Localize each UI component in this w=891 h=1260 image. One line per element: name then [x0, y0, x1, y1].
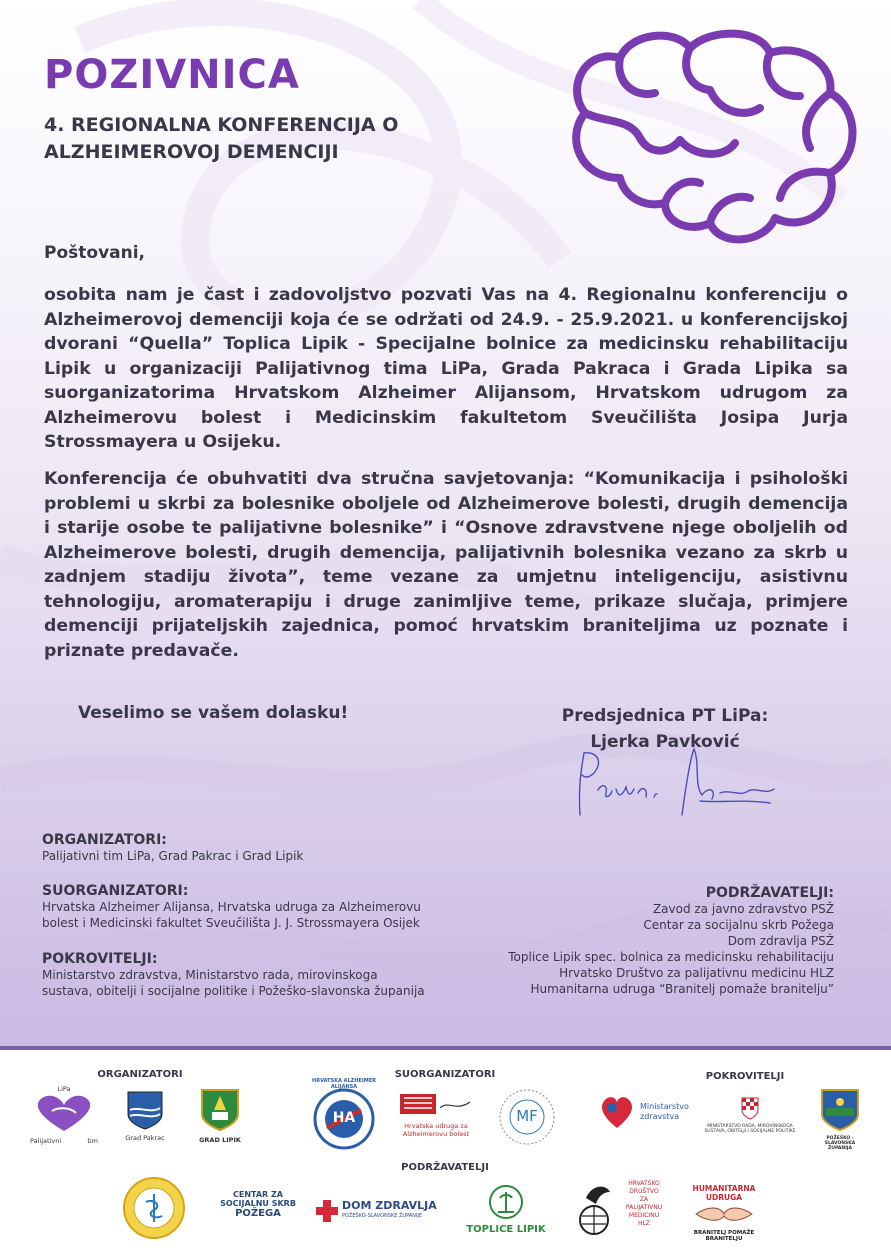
co-organizers-title: SUORGANIZATORI:	[42, 883, 189, 899]
hualb-caption-1: Hrvatska udruga za	[404, 1122, 468, 1130]
ministry-labour-caption-2: SUSTAVA, OBITELJI I SOCIJALNE POLITIKE	[704, 1129, 796, 1134]
toplice-caption: TOPLICE LIPIK	[466, 1224, 546, 1235]
patrons-block	[42, 951, 472, 999]
toplice-lipik-logo	[464, 1184, 548, 1240]
co-organizers-line-2: bolest i Medicinski fakultet Sveučilišta J. J. Strossmayera Osijek	[42, 916, 420, 930]
croatian-coat-of-arms-icon	[698, 1096, 802, 1120]
hdpm-caption-2: DRUŠTVO	[629, 1188, 659, 1195]
county-logo	[818, 1088, 862, 1152]
supporters-title: PODRŽAVATELJI:	[705, 885, 834, 901]
heart-hands-icon	[30, 1093, 98, 1133]
organizers-text: Palijativni tim LiPa, Grad Pakrac i Grad Lipik	[42, 849, 304, 863]
brain-icon	[560, 28, 865, 250]
dove-globe-icon	[576, 1180, 616, 1238]
lipa-logo	[30, 1085, 98, 1145]
palliative-society-logo	[576, 1180, 676, 1242]
grad-lipik-caption: GRAD LIPIK	[199, 1136, 241, 1144]
supporter-item: Hrvatsko Društvo za palijativnu medicinu HLZ	[559, 966, 834, 980]
ministry-labour-caption-1: MINISTARSTVO RADA, MIROVINSKOGA	[707, 1124, 793, 1129]
supporter-item: Centar za socijalnu skrb Požega	[643, 918, 834, 932]
county-caption-2: ŽUPANIJA	[828, 1146, 852, 1151]
hdpm-caption-5: MEDICINU	[628, 1212, 660, 1219]
supporter-item: Zavod za javno zdravstvo PSŽ	[652, 902, 834, 916]
footer-supporters-heading: PODRŽAVATELJI	[401, 1162, 489, 1173]
supporter-item: Toplice Lipik spec. bolnica za medicinsku rehabilitaciju	[508, 950, 834, 964]
invitation-paragraph-1: osobita nam je čast i zadovoljstvo pozvati Vas na 4. Regionalnu konferenciju o Alzheimerovoj demenciji koja će se održati od 24.9. - 25.9.2021. u konferencijskoj dvorani “Quella” Toplica Lipik - Specijalne bolnice za medicinsku rehabilitaciju Lipik u organizaciji Palijativnog tima LiPa, Grada Pakraca i Grada Lipika sa suorganizatorima Hrvatskom Alzheimer Alijansom, Hrvatskom udrugom za Alzheimerovu bolest i Medicinskim fakultetom Sveučilišta Josipa Jurja Strossmayera u Osijeku.	[44, 285, 848, 452]
pakrac-coat-of-arms-icon	[120, 1090, 170, 1130]
president-role: Predsjednica PT LiPa:	[561, 706, 769, 726]
page-subtitle: 4. REGIONALNA KONFERENCIJA O ALZHEIMEROVOJ DEMENCIJI	[44, 114, 399, 163]
supporter-item: Dom zdravlja PSŽ	[727, 934, 834, 948]
ministry-health-logo	[598, 1094, 688, 1134]
czss-caption-2: SOCIJALNU SKRB	[220, 1199, 296, 1208]
co-organizers-line-1: Hrvatska Alzheimer Alijansa, Hrvatska udruga za Alzheimerovu	[42, 900, 421, 914]
public-health-institute-logo	[122, 1176, 186, 1240]
mf-letters: MF	[516, 1107, 538, 1125]
handshake-icon	[676, 1202, 772, 1226]
lipa-logo-left-text: Palijativni	[30, 1137, 62, 1145]
czss-caption-3: POŽEGA	[235, 1208, 281, 1219]
grad-pakrac-caption: Grad Pakrac	[125, 1134, 165, 1142]
organizers-title: ORGANIZATORI:	[42, 832, 167, 848]
hualb-mark-icon	[396, 1090, 476, 1118]
president-name: Ljerka Pavković	[590, 732, 740, 752]
footer-co-organizers-heading: SUORGANIZATORI	[394, 1069, 496, 1080]
hdpm-caption-4: PALIJATIVNU	[625, 1204, 663, 1211]
hdpm-caption-3: ZA	[639, 1196, 649, 1203]
medical-cross-icon	[314, 1198, 340, 1224]
hdpm-caption-1: HRVATSKO	[628, 1180, 660, 1187]
lipa-logo-right-text: tim	[87, 1137, 98, 1145]
county-caption-1: POŽEŠKO - SLAVONSKA	[824, 1136, 856, 1146]
patrons-line-1: Ministarstvo zdravstva, Ministarstvo rada, mirovinskoga	[42, 968, 378, 982]
public-health-seal-icon	[122, 1176, 186, 1240]
alliance-caption: HRVATSKA ALZHEIMER ALIJANSA	[312, 1078, 376, 1090]
signature-image	[570, 745, 780, 820]
alliance-letters: HA	[332, 1110, 356, 1126]
closing-line: Veselimo se vašem dolasku!	[78, 703, 349, 723]
patrons-line-2: sustava, obitelji i socijalne politike i Požeško-slavonska županija	[42, 984, 425, 998]
grad-lipik-logo	[196, 1088, 244, 1146]
logo-footer	[0, 1050, 891, 1260]
branitelj-caption-2: BRANITELJ POMAŽE BRANITELJU	[693, 1230, 755, 1242]
ministry-health-caption-1: Ministarstvo	[640, 1102, 689, 1111]
hdpm-caption-6: HLZ	[638, 1220, 650, 1227]
lipa-logo-top-text: LiPa	[57, 1085, 71, 1093]
footer-patrons-heading: POKROVITELJI	[705, 1071, 785, 1082]
footer-organizers-heading: ORGANIZATORI	[97, 1069, 183, 1080]
branitelj-caption-1: HUMANITARNA UDRUGA	[692, 1184, 756, 1202]
invitation-paragraph-2: Konferencija će obuhvatiti dva stručna savjetovanja: “Komunikacija i psihološki problemi u skrbi za bolesnike oboljele od Alzheimerove bolesti, drugih demencija i starije osobe te palijativne bolesnike” i “Osnove zdravstvene njege oboljelih od Alzheimerove bolesti, drugih demencija, palijativnih bolesnika vezano za skrb u zadnjem stadiju života”, teme vezane za umjetnu inteligenciju, asistivnu tehnologiju, aromaterapiju i druge zanimljive teme, prikaze slučaja, primjere demenciji prijateljskih zajednica, pomoć hrvatskim braniteljima uz poznate i priznate predavače.	[44, 469, 848, 661]
social-welfare-logo	[208, 1190, 308, 1230]
organizers-block	[42, 832, 462, 864]
lipik-coat-of-arms-icon	[196, 1088, 244, 1132]
toplice-fountain-icon	[464, 1184, 548, 1220]
health-center-logo	[314, 1196, 444, 1228]
page-title: POZIVNICA	[44, 52, 300, 98]
veterans-association-logo	[676, 1184, 772, 1242]
co-organizers-block	[42, 883, 472, 931]
supporters-block	[454, 885, 834, 997]
ministry-health-caption-2: zdravstva	[640, 1112, 680, 1121]
medical-faculty-logo	[498, 1088, 556, 1146]
hdpm-text	[616, 1180, 672, 1228]
patrons-title: POKROVITELJI:	[42, 951, 158, 967]
grad-pakrac-logo	[120, 1090, 170, 1145]
ministry-health-heart-icon	[598, 1094, 636, 1130]
county-coat-of-arms-icon	[818, 1088, 862, 1132]
czss-caption-1: CENTAR ZA	[233, 1190, 283, 1199]
salutation: Poštovani,	[44, 243, 146, 263]
supporter-item: Humanitarna udruga “Branitelj pomaže branitelju”	[530, 982, 834, 996]
hualb-logo	[396, 1090, 476, 1146]
hualb-caption-2: Alzheimerovu bolest	[402, 1130, 470, 1138]
ministry-labour-logo	[698, 1096, 802, 1142]
alzheimer-alliance-logo	[312, 1078, 376, 1150]
dz-caption-1: DOM ZDRAVLJA	[342, 1199, 437, 1212]
dz-caption-2: POŽEŠKO-SLAVONSKE ŽUPANIJE	[342, 1213, 423, 1219]
